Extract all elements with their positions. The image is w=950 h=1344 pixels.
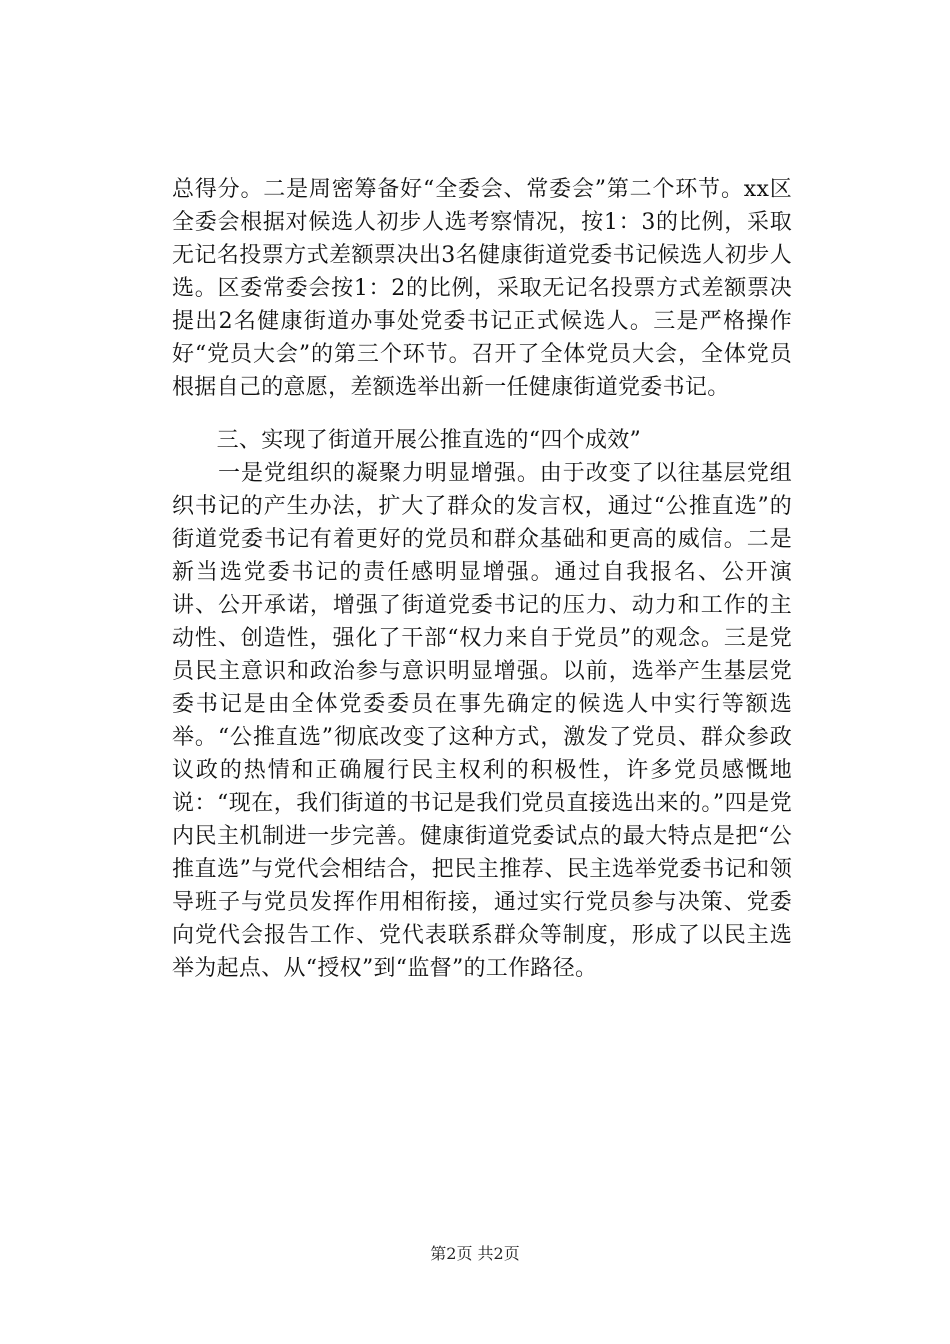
- body-paragraph: 总得分。二是周密筹备好“全委会、常委会”第二个环节。xx区全委会根据对候选人初步人选考察情况，按1：3的比例，采取无记名投票方式差额票决出3名健康街道党委书记候选人初步人选。区委常委会按1：2的比例，采取无记名投票方式差额票决提出2名健康街道办事处党委书记正式候选人。三是严格操作好“党员大会”的第三个环节。召开了全体党员大会，全体党员根据自己的意愿，差额选举出新一任健康街道党委书记。: [172, 177, 792, 400]
- page-footer: 第2页 共2页: [430, 1244, 520, 1263]
- section-heading: 三、实现了街道开展公推直选的“四个成效”: [172, 428, 642, 453]
- body-paragraph: 一是党组织的凝聚力明显增强。由于改变了以往基层党组织书记的产生办法，扩大了群众的发言权，通过“公推直选”的街道党委书记有着更好的党员和群众基础和更高的威信。二是新当选党委书记的责任感明显增强。通过自我报名、公开演讲、公开承诺，增强了街道党委书记的压力、动力和工作的主动性、创造性，强化了干部“权力来自于党员”的观念。三是党员民主意识和政治参与意识明显增强。以前，选举产生基层党委书记是由全体党委委员在事先确定的候选人中实行等额选举。“公推直选”彻底改变了这种方式，激发了党员、群众参政议政的热情和正确履行民主权利的积极性，许多党员感慨地说：“现在，我们街道的书记是我们党员直接选出来的。”四是党内民主机制进一步完善。健康街道党委试点的最大特点是把“公推直选”与党代会相结合，把民主推荐、民主选举党委书记和领导班子与党员发挥作用相衔接，通过实行党员参与决策、党委向党代会报告工作、党代表联系群众等制度，形成了以民主选举为起点、从“授权”到“监督”的工作路径。: [172, 461, 792, 981]
